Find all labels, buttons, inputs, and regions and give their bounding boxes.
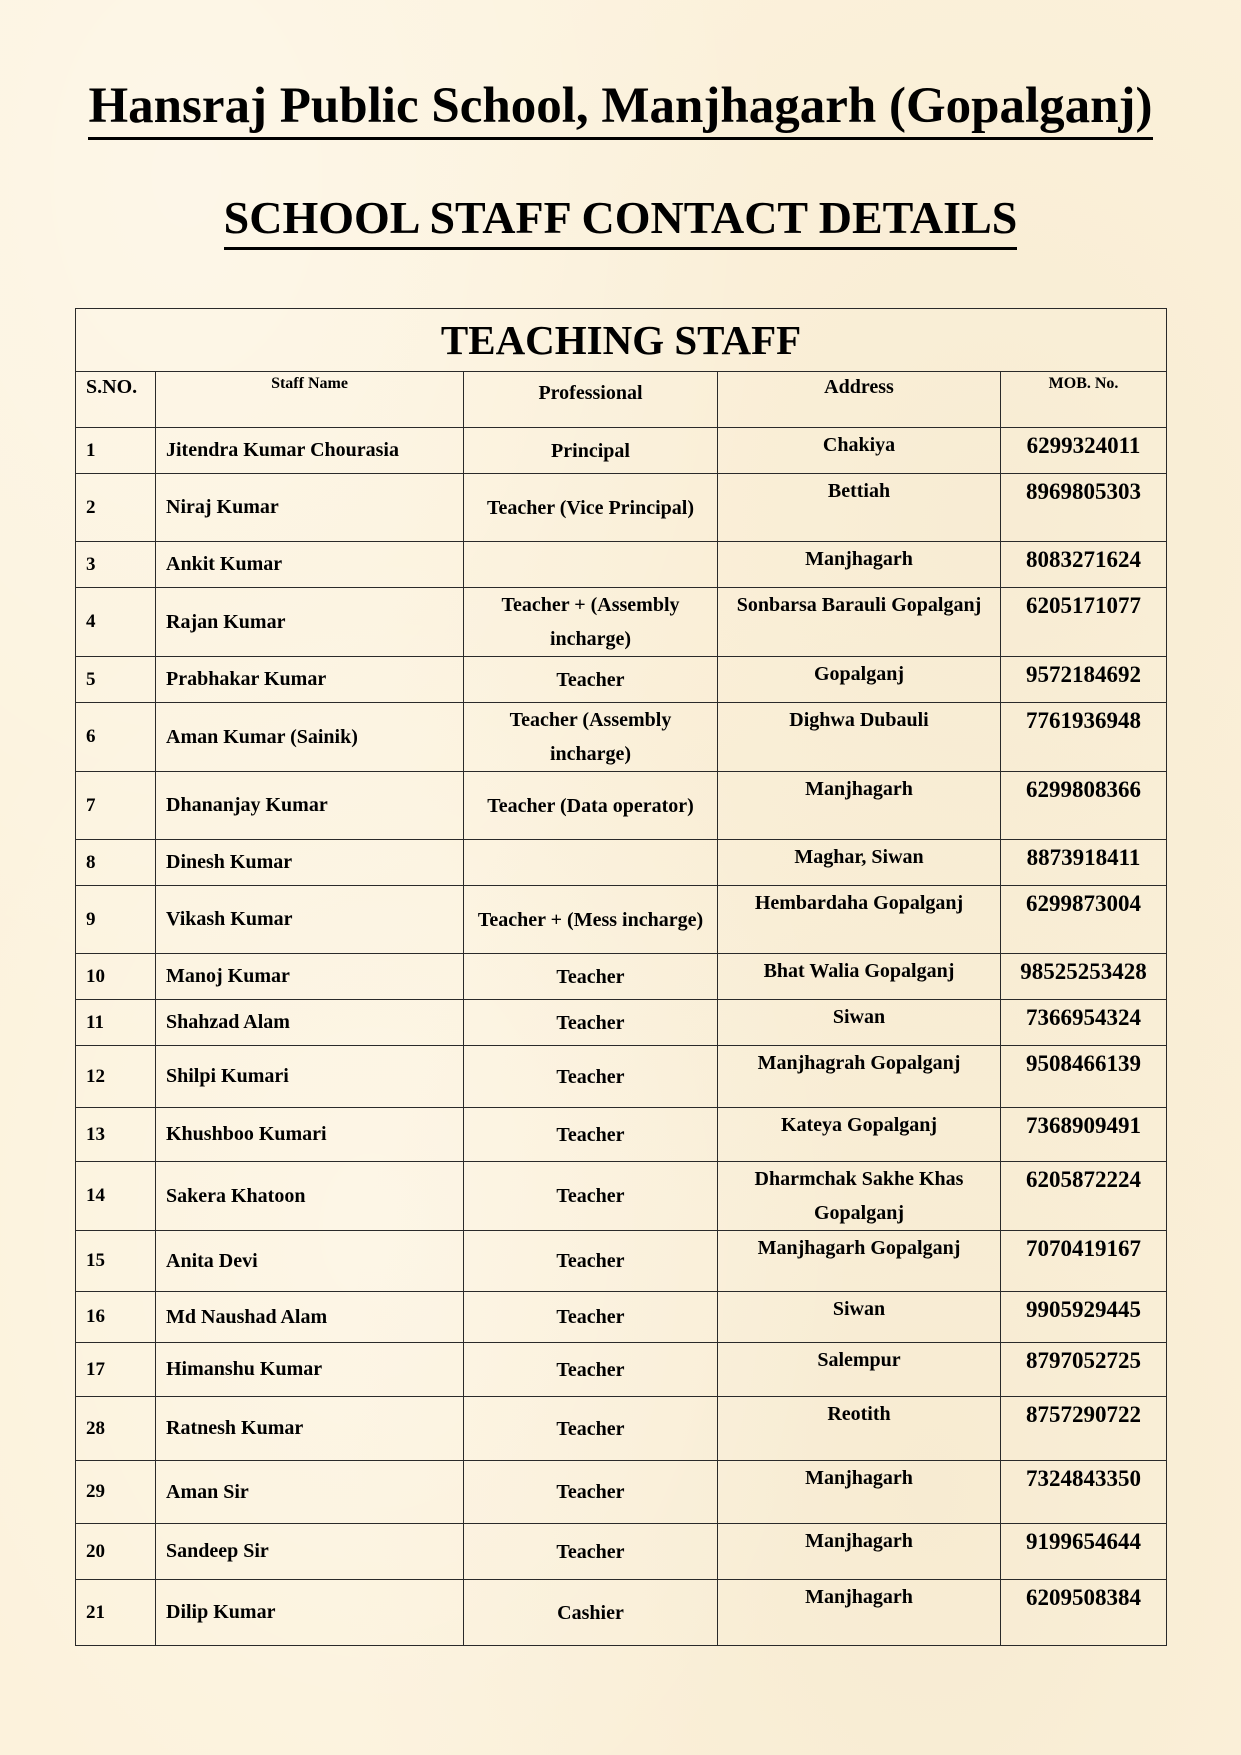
table-row — [76, 428, 1167, 474]
cell-name: Manoj Kumar — [156, 954, 464, 1000]
cell-professional — [464, 840, 718, 886]
cell-sno: 5 — [76, 657, 156, 703]
cell-professional: Teacher — [464, 657, 718, 703]
cell-professional: Teacher — [464, 1292, 718, 1343]
cell-sno: 21 — [76, 1580, 156, 1646]
document-title: SCHOOL STAFF CONTACT DETAILS — [224, 190, 1018, 250]
table-row — [76, 886, 1167, 954]
cell-sno: 17 — [76, 1343, 156, 1397]
cell-sno: 29 — [76, 1461, 156, 1524]
cell-mobile: 7368909491 — [1001, 1108, 1167, 1162]
cell-sno: 11 — [76, 1000, 156, 1046]
cell-address: Maghar, Siwan — [718, 840, 1001, 886]
school-name-heading — [0, 76, 1241, 140]
cell-mobile: 8873918411 — [1001, 840, 1167, 886]
table-row — [76, 840, 1167, 886]
cell-address: Gopalganj — [718, 657, 1001, 703]
cell-address: Salempur — [718, 1343, 1001, 1397]
cell-mobile: 9508466139 — [1001, 1046, 1167, 1108]
cell-address: Sonbarsa Barauli Gopalganj — [718, 588, 1001, 657]
cell-name: Prabhakar Kumar — [156, 657, 464, 703]
cell-professional — [464, 542, 718, 588]
table-row — [76, 1046, 1167, 1108]
cell-mobile: 6205872224 — [1001, 1162, 1167, 1231]
cell-mobile: 7366954324 — [1001, 1000, 1167, 1046]
table-row — [76, 1343, 1167, 1397]
cell-address: Bhat Walia Gopalganj — [718, 954, 1001, 1000]
cell-professional: Teacher (Data operator) — [464, 772, 718, 840]
cell-sno: 9 — [76, 886, 156, 954]
cell-address: Manjhagrah Gopalganj — [718, 1046, 1001, 1108]
table-row — [76, 474, 1167, 542]
cell-name: Sakera Khatoon — [156, 1162, 464, 1231]
cell-address: Manjhagarh — [718, 1461, 1001, 1524]
cell-sno: 6 — [76, 703, 156, 772]
cell-sno: 10 — [76, 954, 156, 1000]
cell-mobile: 7324843350 — [1001, 1461, 1167, 1524]
table-row — [76, 703, 1167, 772]
school-name: Hansraj Public School, Manjhagarh (Gopalganj) — [88, 76, 1152, 140]
table-row — [76, 657, 1167, 703]
cell-mobile: 6205171077 — [1001, 588, 1167, 657]
cell-name: Sandeep Sir — [156, 1524, 464, 1580]
cell-address: Kateya Gopalganj — [718, 1108, 1001, 1162]
cell-mobile: 9905929445 — [1001, 1292, 1167, 1343]
cell-professional: Teacher — [464, 954, 718, 1000]
cell-name: Khushboo Kumari — [156, 1108, 464, 1162]
table-row — [76, 772, 1167, 840]
cell-sno: 1 — [76, 428, 156, 474]
document-title-heading — [0, 190, 1241, 250]
cell-sno: 8 — [76, 840, 156, 886]
cell-sno: 3 — [76, 542, 156, 588]
cell-address: Manjhagarh — [718, 542, 1001, 588]
cell-name: Md Naushad Alam — [156, 1292, 464, 1343]
cell-name: Vikash Kumar — [156, 886, 464, 954]
cell-sno: 13 — [76, 1108, 156, 1162]
cell-address: Siwan — [718, 1000, 1001, 1046]
table-row — [76, 1231, 1167, 1292]
section-title: TEACHING STAFF — [76, 309, 1167, 372]
cell-professional: Teacher (Assembly incharge) — [464, 703, 718, 772]
cell-name: Ankit Kumar — [156, 542, 464, 588]
cell-professional: Teacher + (Assembly incharge) — [464, 588, 718, 657]
column-header-name: Staff Name — [156, 372, 464, 428]
cell-address: Bettiah — [718, 474, 1001, 542]
cell-name: Ratnesh Kumar — [156, 1397, 464, 1461]
cell-address: Manjhagarh — [718, 1524, 1001, 1580]
cell-mobile: 6299808366 — [1001, 772, 1167, 840]
cell-mobile: 9572184692 — [1001, 657, 1167, 703]
table-row — [76, 1108, 1167, 1162]
cell-professional: Teacher — [464, 1162, 718, 1231]
cell-sno: 7 — [76, 772, 156, 840]
table-row — [76, 1162, 1167, 1231]
cell-name: Aman Kumar (Sainik) — [156, 703, 464, 772]
cell-sno: 14 — [76, 1162, 156, 1231]
cell-professional: Teacher — [464, 1343, 718, 1397]
cell-address: Manjhagarh — [718, 1580, 1001, 1646]
column-header-address: Address — [718, 372, 1001, 428]
cell-sno: 20 — [76, 1524, 156, 1580]
cell-sno: 16 — [76, 1292, 156, 1343]
cell-name: Shilpi Kumari — [156, 1046, 464, 1108]
table-row — [76, 1461, 1167, 1524]
cell-name: Dhananjay Kumar — [156, 772, 464, 840]
cell-name: Dilip Kumar — [156, 1580, 464, 1646]
cell-name: Aman Sir — [156, 1461, 464, 1524]
cell-address: Manjhagarh Gopalganj — [718, 1231, 1001, 1292]
cell-mobile: 7070419167 — [1001, 1231, 1167, 1292]
cell-professional: Cashier — [464, 1580, 718, 1646]
cell-professional: Teacher — [464, 1461, 718, 1524]
cell-sno: 4 — [76, 588, 156, 657]
cell-address: Reotith — [718, 1397, 1001, 1461]
cell-sno: 28 — [76, 1397, 156, 1461]
cell-address: Dharmchak Sakhe Khas Gopalganj — [718, 1162, 1001, 1231]
cell-sno: 12 — [76, 1046, 156, 1108]
cell-professional: Teacher — [464, 1000, 718, 1046]
cell-mobile: 8757290722 — [1001, 1397, 1167, 1461]
column-header-row — [76, 372, 1167, 428]
table-row — [76, 1580, 1167, 1646]
table-row — [76, 588, 1167, 657]
cell-professional: Teacher — [464, 1108, 718, 1162]
cell-mobile: 9199654644 — [1001, 1524, 1167, 1580]
cell-mobile: 6299873004 — [1001, 886, 1167, 954]
cell-professional: Teacher (Vice Principal) — [464, 474, 718, 542]
cell-professional: Teacher — [464, 1524, 718, 1580]
cell-name: Shahzad Alam — [156, 1000, 464, 1046]
cell-professional: Teacher — [464, 1046, 718, 1108]
cell-address: Siwan — [718, 1292, 1001, 1343]
cell-sno: 2 — [76, 474, 156, 542]
cell-professional: Teacher — [464, 1231, 718, 1292]
cell-mobile: 8797052725 — [1001, 1343, 1167, 1397]
cell-name: Anita Devi — [156, 1231, 464, 1292]
cell-address: Chakiya — [718, 428, 1001, 474]
cell-name: Niraj Kumar — [156, 474, 464, 542]
column-header-professional: Professional — [464, 372, 718, 428]
cell-address: Dighwa Dubauli — [718, 703, 1001, 772]
cell-name: Jitendra Kumar Chourasia — [156, 428, 464, 474]
cell-mobile: 98525253428 — [1001, 954, 1167, 1000]
cell-mobile: 7761936948 — [1001, 703, 1167, 772]
cell-name: Dinesh Kumar — [156, 840, 464, 886]
column-header-sno: S.NO. — [76, 372, 156, 428]
staff-contact-table — [75, 308, 1167, 1646]
cell-name: Rajan Kumar — [156, 588, 464, 657]
cell-professional: Teacher + (Mess incharge) — [464, 886, 718, 954]
table-row — [76, 1524, 1167, 1580]
table-row — [76, 1000, 1167, 1046]
cell-professional: Principal — [464, 428, 718, 474]
cell-sno: 15 — [76, 1231, 156, 1292]
table-row — [76, 1397, 1167, 1461]
table-row — [76, 1292, 1167, 1343]
cell-mobile: 6209508384 — [1001, 1580, 1167, 1646]
cell-professional: Teacher — [464, 1397, 718, 1461]
table-row — [76, 954, 1167, 1000]
cell-address: Hembardaha Gopalganj — [718, 886, 1001, 954]
section-title-row — [76, 309, 1167, 372]
cell-address: Manjhagarh — [718, 772, 1001, 840]
cell-name: Himanshu Kumar — [156, 1343, 464, 1397]
column-header-mobile: MOB. No. — [1001, 372, 1167, 428]
cell-mobile: 8969805303 — [1001, 474, 1167, 542]
cell-mobile: 6299324011 — [1001, 428, 1167, 474]
table-row — [76, 542, 1167, 588]
cell-mobile: 8083271624 — [1001, 542, 1167, 588]
